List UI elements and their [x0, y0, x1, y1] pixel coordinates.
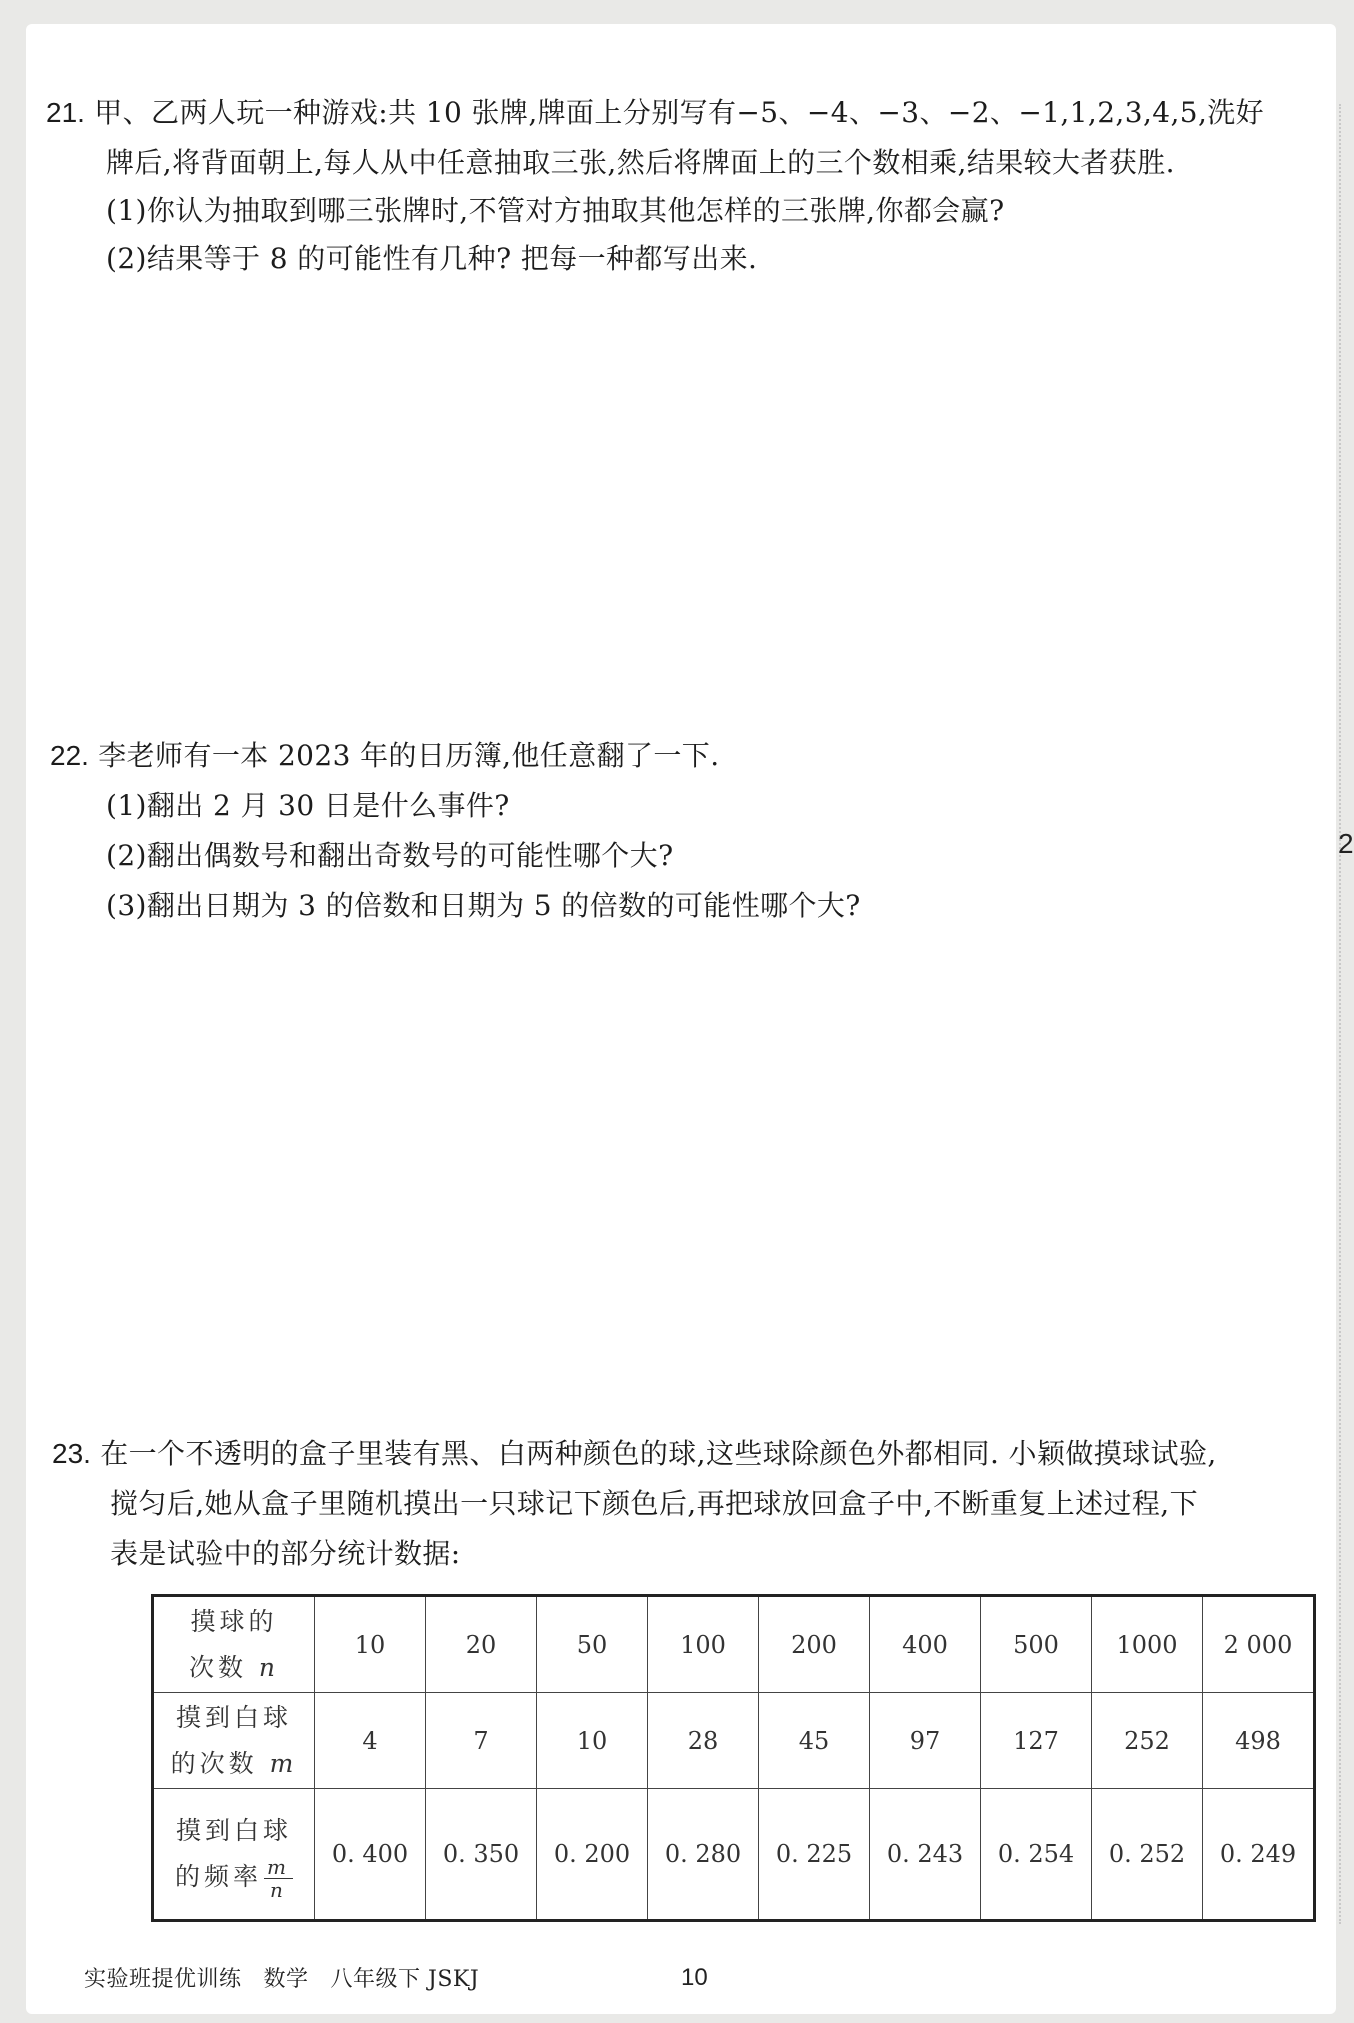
table-cell: 7 — [426, 1693, 537, 1789]
table-cell: 0. 200 — [537, 1789, 648, 1921]
q21-stem-2: 牌后,将背面朝上,每人从中任意抽取三张,然后将牌面上的三个数相乘,结果较大者获胜. — [106, 146, 1175, 179]
footer-book-title: 实验班提优训练 — [84, 1967, 242, 1992]
table-cell: 4 — [315, 1693, 426, 1789]
q23-stem-3: 表是试验中的部分统计数据: — [110, 1537, 461, 1570]
q22-part-2: (2)翻出偶数号和翻出奇数号的可能性哪个大? — [106, 839, 674, 872]
row-header-white-frequency — [153, 1789, 315, 1921]
worksheet-page — [26, 24, 1336, 2014]
table-cell: 20 — [426, 1596, 537, 1693]
row-header-text: 摸到白球 — [175, 1815, 292, 1845]
q22-part-1: (1)翻出 2 月 30 日是什么事件? — [106, 789, 510, 822]
table-cell: 100 — [648, 1596, 759, 1693]
table-cell: 0. 254 — [981, 1789, 1092, 1921]
fraction-m-over-n: $\frac{m}{n}$ — [264, 1856, 293, 1901]
row-header-text: 的次数 m — [170, 1748, 298, 1778]
footer-book-info — [84, 1962, 501, 1993]
table-cell: 0. 280 — [648, 1789, 759, 1921]
q21-number: 21. — [46, 97, 85, 128]
table-cell: 45 — [759, 1693, 870, 1789]
q21-part-2: (2)结果等于 8 的可能性有几种? 把每一种都写出来. — [106, 242, 758, 275]
table-cell: 127 — [981, 1693, 1092, 1789]
row-header-trials — [153, 1596, 315, 1693]
table-cell: 400 — [870, 1596, 981, 1693]
statistics-table — [151, 1594, 1316, 1922]
q22-number: 22. — [50, 740, 89, 771]
table-cell: 2 000 — [1203, 1596, 1315, 1693]
q22-part-3: (3)翻出日期为 3 的倍数和日期为 5 的倍数的可能性哪个大? — [106, 889, 861, 922]
table-cell: 10 — [315, 1596, 426, 1693]
q23-stem-1: 在一个不透明的盒子里装有黑、白两种颜色的球,这些球除颜色外都相同. 小颖做摸球试验, — [100, 1437, 1217, 1470]
table-row-trials — [153, 1596, 1315, 1693]
table-cell: 28 — [648, 1693, 759, 1789]
q22-stem: 李老师有一本 2023 年的日历簿,他任意翻了一下. — [98, 739, 720, 772]
q21-stem-1: 甲、乙两人玩一种游戏:共 10 张牌,牌面上分别写有−5、−4、−3、−2、−1,1,2,3,4,5,洗好 — [94, 96, 1265, 129]
binding-dotted-line — [1339, 104, 1341, 1924]
table-cell: 0. 249 — [1203, 1789, 1315, 1921]
q23-number: 23. — [52, 1438, 91, 1469]
adjacent-page-mark: 2 — [1338, 828, 1354, 859]
row-header-text: 摸到白球 — [175, 1702, 292, 1732]
table-cell: 498 — [1203, 1693, 1315, 1789]
page-number: 10 — [681, 1964, 708, 1991]
table-cell: 252 — [1092, 1693, 1203, 1789]
variable-m: m — [269, 1748, 298, 1778]
footer-subject: 数学 — [263, 1967, 309, 1992]
table-cell: 97 — [870, 1693, 981, 1789]
table-cell: 500 — [981, 1596, 1092, 1693]
table-cell: 0. 400 — [315, 1789, 426, 1921]
table-cell: 200 — [759, 1596, 870, 1693]
q23-line-1 — [52, 1437, 1217, 1471]
table-cell: 0. 243 — [870, 1789, 981, 1921]
table-cell: 10 — [537, 1693, 648, 1789]
table-cell: 1000 — [1092, 1596, 1203, 1693]
variable-n: n — [258, 1652, 280, 1682]
table-cell: 0. 350 — [426, 1789, 537, 1921]
q23-stem-2: 搅匀后,她从盒子里随机摸出一只球记下颜色后,再把球放回盒子中,不断重复上述过程,下 — [110, 1487, 1199, 1520]
q21-line-1 — [46, 96, 1264, 130]
q22-line-1 — [50, 739, 720, 773]
footer-grade: 八年级下 JSKJ — [330, 1967, 480, 1992]
table-cell: 0. 225 — [759, 1789, 870, 1921]
row-header-text: 次数 n — [188, 1652, 280, 1682]
row-header-text: 摸球的 — [190, 1606, 278, 1636]
q21-part-1: (1)你认为抽取到哪三张牌时,不管对方抽取其他怎样的三张牌,你都会赢? — [106, 194, 1005, 227]
row-header-white-count — [153, 1693, 315, 1789]
row-header-text: 的频率 $\frac{m}{n}$ — [154, 1854, 314, 1901]
table-row-white-frequency — [153, 1789, 1315, 1921]
table-cell: 50 — [537, 1596, 648, 1693]
table-row-white-count — [153, 1693, 1315, 1789]
table-cell: 0. 252 — [1092, 1789, 1203, 1921]
